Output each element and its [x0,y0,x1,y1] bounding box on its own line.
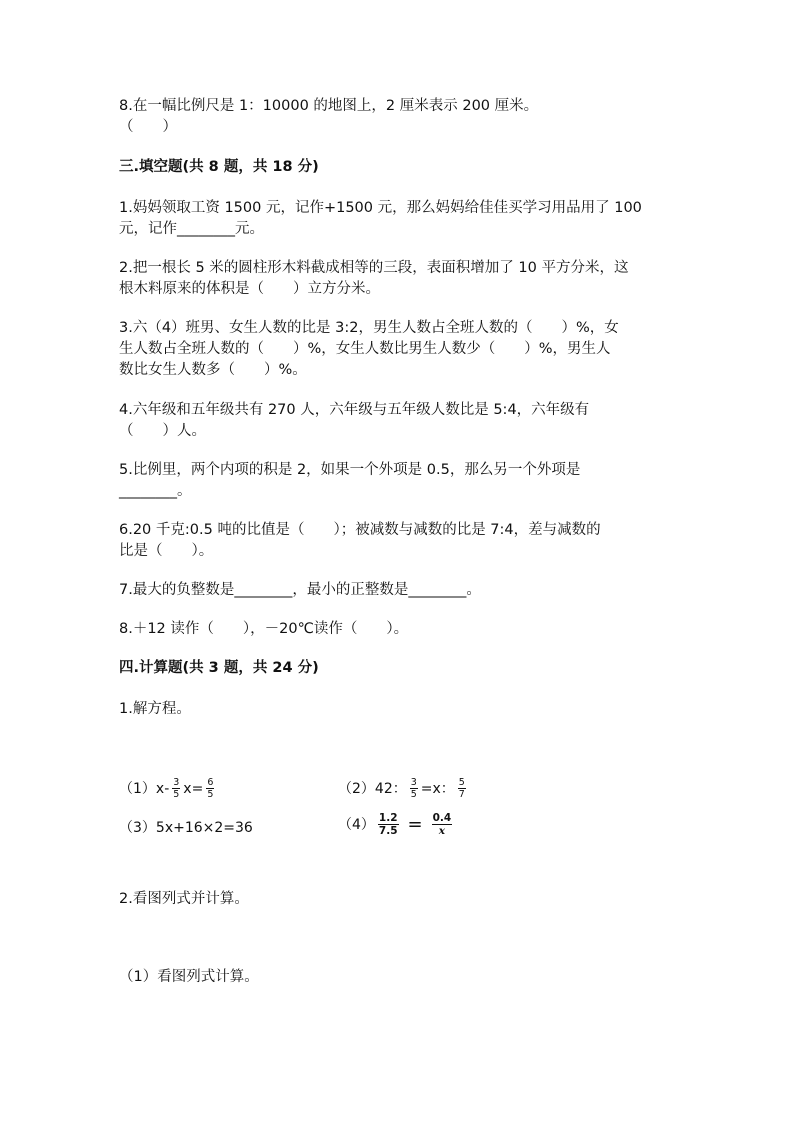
fill-q4-line1: 4.六年级和五年级共有 270 人，六年级与五年级人数比是 5:4，六年级有 [119,402,590,418]
calc-q2-title: 2.看图列式并计算。 [119,891,249,907]
fill-q4-line2: （ ）人。 [119,423,206,439]
equation-2-fraction-a [410,777,418,800]
fill-q8: 8.＋12 读作（ ），－20℃读作（ ）。 [119,621,409,637]
equation-3 [119,818,253,838]
equation-3-text: （3）5x+16×2=36 [119,820,253,836]
fill-q6-line1: 6.20 千克:0.5 吨的比值是（ ）；被减数与减数的比是 7:4，差与减数的 [119,522,601,538]
variable-x: x [438,825,446,837]
section3-title: 三.填空题(共 8 题，共 18 分) [119,159,319,175]
equation-1-fraction-b [206,777,214,800]
fraction-numerator: 3 [410,777,417,788]
fraction-denominator: 5 [410,789,417,800]
fraction-denominator [438,825,446,837]
section4-title: 四.计算题(共 3 题，共 24 分) [119,660,319,676]
fill-q7: 7.最大的负整数是________，最小的正整数是________。 [119,582,481,598]
equals-sign: = [407,813,423,835]
fraction-numerator: 3 [173,777,180,788]
judge-q8-answer-blank: （ ） [119,119,177,135]
fraction-numerator: 5 [458,777,465,788]
fill-q1-line1: 1.妈妈领取工资 1500 元，记作+1500 元，那么妈妈给佳佳买学习用品用了 100 [119,200,642,216]
fill-q3-line1: 3.六（4）班男、女生人数的比是 3:2，男生人数占全班人数的（ ）%，女 [119,320,619,336]
equation-2-fraction-b [458,777,466,800]
equation-2-mid: =x： [420,780,455,797]
fill-q6-line2: 比是（ ）。 [119,543,214,559]
fill-q2-line2: 根木料原来的体积是（ ）立方分米。 [119,281,380,297]
equation-2-prefix: （2）42： [338,780,407,797]
fill-q5-line2: ________。 [119,483,192,499]
fraction-numerator: 6 [207,777,214,788]
equation-1 [119,777,217,800]
fill-q3-line3: 数比女生人数多（ ）%。 [119,362,307,378]
equation-4-fraction-b [432,812,453,837]
calc-q2-subtitle: （1）看图列式计算。 [119,969,259,985]
judge-q8-line1: 8.在一幅比例尺是 1：10000 的地图上，2 厘米表示 200 厘米。 [119,98,539,114]
equation-4 [338,812,455,837]
fill-q1-line2: 元，记作________元。 [119,221,264,237]
equation-1-fraction-a [172,777,180,800]
equation-4-fraction-a [378,812,399,837]
fraction-numerator: 0.4 [432,812,452,824]
equation-1-mid: x= [183,780,204,797]
fraction-numerator: 1.2 [378,812,398,824]
equation-1-prefix: （1）x- [119,780,170,797]
calc-q1-title: 1.解方程。 [119,701,191,717]
fraction-denominator: 5 [207,789,214,800]
fraction-denominator: 5 [173,789,180,800]
fill-q2-line1: 2.把一根长 5 米的圆柱形木料截成相等的三段，表面积增加了 10 平方分米，这 [119,260,629,276]
equation-4-prefix: （4） [338,816,375,833]
fill-q5-line1: 5.比例里，两个内项的积是 2，如果一个外项是 0.5，那么另一个外项是 [119,462,581,478]
equation-2 [338,777,469,800]
fraction-denominator: 7 [458,789,465,800]
fraction-denominator: 7.5 [378,825,398,837]
fill-q3-line2: 生人数占全班人数的（ ）%，女生人数比男生人数少（ ）%，男生人 [119,341,611,357]
